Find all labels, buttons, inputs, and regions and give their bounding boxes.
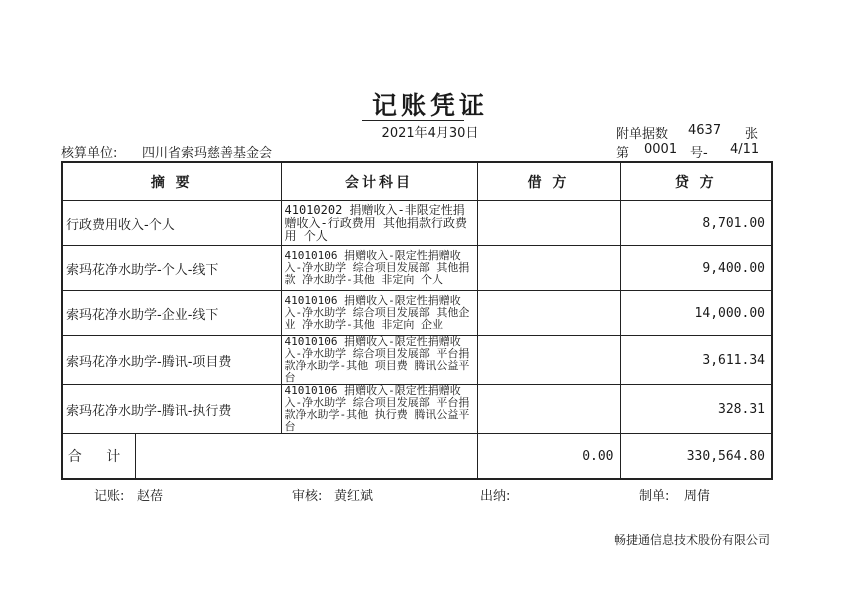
reviewer-name: 黄红斌 [334,489,374,504]
total-label-cell [62,434,477,480]
table-row [62,385,772,434]
total-credit: 330,564.80 [620,434,772,480]
header-summary: 摘 要 [62,162,281,201]
company-name: 畅捷通信息技术股份有限公司 [614,533,771,547]
row-subject: 41010106 捐赠收入-限定性捐赠收入-净水助学 综合项目发展部 其他捐款 净水助学-其他 非定向 个人 [281,246,477,291]
total-blank [136,434,477,478]
maker-name: 周倩 [684,489,711,504]
voucher-suffix: 号- [690,146,708,161]
table-row [62,291,772,336]
header-subject: 会计科目 [281,162,477,201]
table-row [62,201,772,246]
header-row [62,162,772,201]
row-subject: 41010106 捐赠收入-限定性捐赠收入-净水助学 综合项目发展部 平台捐款净水助学-其他 项目费 腾讯公益平台 [281,336,477,385]
total-row [62,434,772,480]
total-label: 合 计 [63,434,136,478]
bookkeeper-name: 赵蓓 [137,489,164,504]
row-subject: 41010202 捐赠收入-非限定性捐赠收入-行政费用 其他捐款行政费用 个人 [281,201,477,246]
row-credit: 8,701.00 [620,201,772,246]
row-credit: 328.31 [620,385,772,434]
row-credit: 3,611.34 [620,336,772,385]
reviewer-label: 审核: [292,489,323,504]
row-subject: 41010106 捐赠收入-限定性捐赠收入-净水助学 综合项目发展部 平台捐款净水助学-其他 执行费 腾讯公益平台 [281,385,477,434]
voucher-page: 4/11 [730,142,760,157]
voucher-date: 2021年4月30日 [381,126,479,141]
row-debit [477,246,620,291]
row-subject: 41010106 捐赠收入-限定性捐赠收入-净水助学 综合项目发展部 其他企业 净水助学-其他 非定向 企业 [281,291,477,336]
attachments-label: 附单据数 [616,127,669,142]
row-debit [477,336,620,385]
row-summary: 行政费用收入-个人 [62,201,281,246]
unit-label: 核算单位: [61,146,118,161]
title-underline [362,120,464,121]
row-summary: 索玛花净水助学-腾讯-执行费 [62,385,281,434]
attachments-unit: 张 [745,127,759,142]
bookkeeper-label: 记账: [94,489,125,504]
cashier-label: 出纳: [480,489,511,504]
header-debit: 借 方 [477,162,620,201]
row-summary: 索玛花净水助学-个人-线下 [62,246,281,291]
row-debit [477,291,620,336]
voucher-prefix: 第 [616,146,630,161]
table-row [62,246,772,291]
voucher-number: 0001 [644,142,678,157]
row-credit: 14,000.00 [620,291,772,336]
row-debit [477,385,620,434]
attachments-count: 4637 [688,123,722,138]
row-debit [477,201,620,246]
total-debit: 0.00 [477,434,620,480]
row-summary: 索玛花净水助学-腾讯-项目费 [62,336,281,385]
unit-name: 四川省索玛慈善基金会 [142,146,273,161]
table-row [62,336,772,385]
voucher-table [61,161,773,480]
header-credit: 贷 方 [620,162,772,201]
voucher-title: 记账凭证 [371,91,488,120]
row-summary: 索玛花净水助学-企业-线下 [62,291,281,336]
maker-label: 制单: [639,489,670,504]
row-credit: 9,400.00 [620,246,772,291]
